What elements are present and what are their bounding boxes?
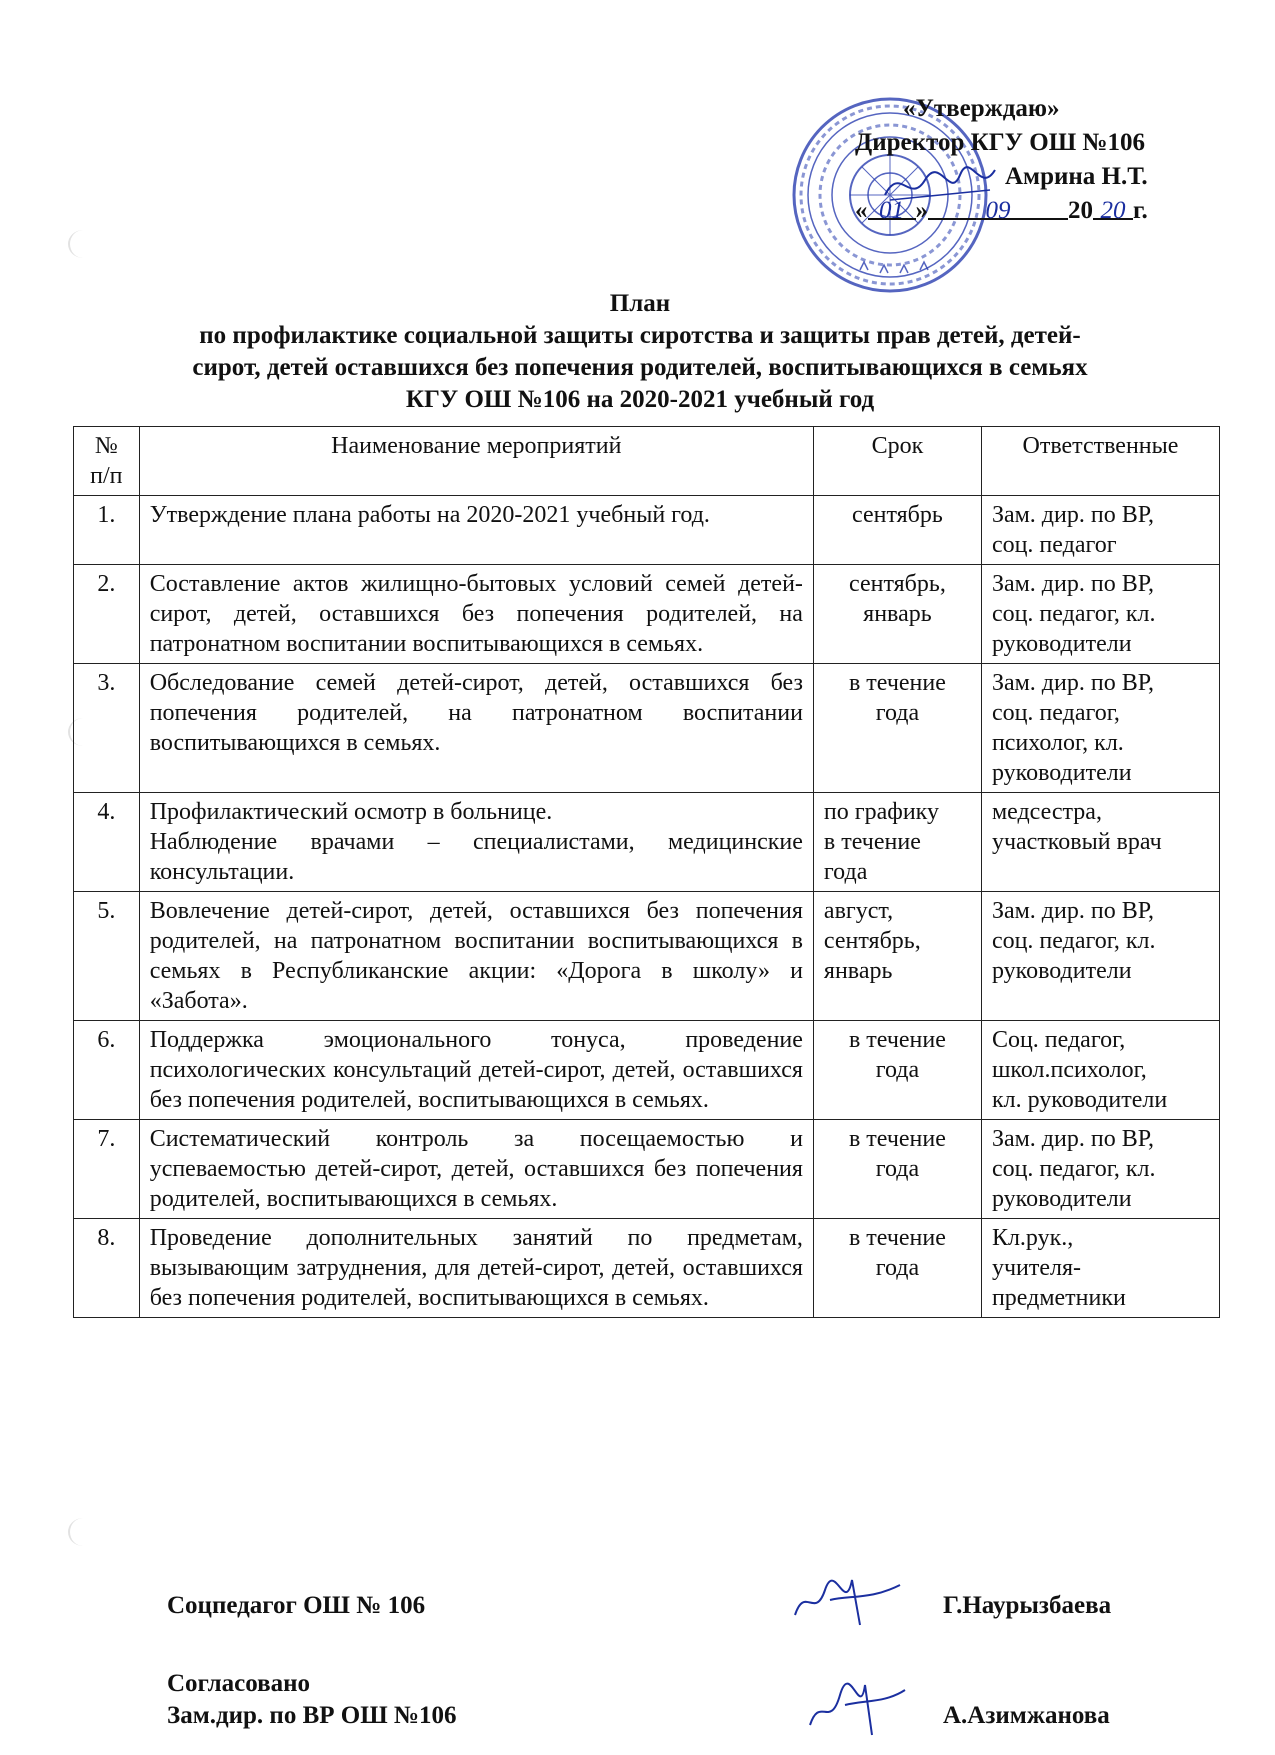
title-line: План (609, 290, 671, 317)
row-term: по графику в течение года (813, 793, 981, 892)
title-line: по профилактике социальной защиты сиротства и защиты прав детей, детей- (199, 322, 1081, 349)
header-term: Срок (813, 427, 981, 496)
table-row (74, 793, 1220, 892)
date-year: 20 (1093, 194, 1133, 220)
row-name: Обследование семей детей-сирот, детей, оставшихся без попечения родителей, на патронатном воспитании воспитывающихся в семьях. (139, 664, 813, 793)
approval-date: « 01 » 09 20 20 г. (855, 194, 1235, 228)
row-num: 5. (74, 892, 140, 1021)
row-resp: Соц. педагог, школ.психолог, кл. руководители (981, 1021, 1219, 1120)
row-term: в течение года (813, 1120, 981, 1219)
scan-mark (68, 1518, 98, 1546)
row-num: 2. (74, 565, 140, 664)
row-resp: медсестра, участковый врач (981, 793, 1219, 892)
header-resp: Ответственные (981, 427, 1219, 496)
row-name: Составление актов жилищно-бытовых условий семей детей-сирот, детей, оставшихся без попечения родителей, на патронатном воспитании воспитывающихся в семьях. (139, 565, 813, 664)
scan-mark (68, 230, 98, 258)
row-resp: Зам. дир. по ВР, соц. педагог (981, 496, 1219, 565)
agreed-label: Согласовано (167, 1670, 311, 1697)
director-signature (880, 160, 1000, 210)
date-month: 09 (928, 194, 1068, 220)
title-line: КГУ ОШ №106 на 2020-2021 учебный год (405, 386, 875, 413)
row-resp: Зам. дир. по ВР, соц. педагог, кл. руководители (981, 1120, 1219, 1219)
row-term: в течение года (813, 664, 981, 793)
row-resp: Зам. дир. по ВР, соц. педагог, кл. руководители (981, 565, 1219, 664)
row-name: Вовлечение детей-сирот, детей, оставшихся без попечения родителей, на патронатном воспитании воспитывающихся в семьях в Республиканские акции: «Дорога в школу» и «Забота». (139, 892, 813, 1021)
deputy-name: А.Азимжанова (943, 1702, 1110, 1729)
row-term: сентябрь, январь (813, 565, 981, 664)
row-num: 4. (74, 793, 140, 892)
header-num: № п/п (74, 427, 140, 496)
approval-director-name: Амрина Н.Т. (1005, 163, 1148, 190)
table-row (74, 664, 1220, 793)
row-resp: Зам. дир. по ВР, соц. педагог, кл. руководители (981, 892, 1219, 1021)
row-term: сентябрь (813, 496, 981, 565)
row-name: Поддержка эмоционального тонуса, проведение психологических консультаций детей-сирот, детей, оставшихся без попечения родителей, воспитывающихся в семьях. (139, 1021, 813, 1120)
deputy-role: Зам.дир. по ВР ОШ №106 (167, 1702, 457, 1729)
header-name: Наименование мероприятий (139, 427, 813, 496)
table-row (74, 892, 1220, 1021)
title-line: сирот, детей оставшихся без попечения родителей, воспитывающихся в семьях (192, 354, 1088, 381)
row-name: Систематический контроль за посещаемостью и успеваемостью детей-сирот, детей, оставшихся без попечения родителей, воспитывающихся в семьях. (139, 1120, 813, 1219)
row-name: Утверждение плана работы на 2020-2021 учебный год. (139, 496, 813, 565)
row-num: 7. (74, 1120, 140, 1219)
row-term: в течение года (813, 1219, 981, 1318)
row-name: Проведение дополнительных занятий по предметам, вызывающим затруднения, для детей-сирот, детей, оставшихся без попечения родителей, воспитывающихся в семьях. (139, 1219, 813, 1318)
row-resp: Кл.рук., учителя- предметники (981, 1219, 1219, 1318)
row-resp: Зам. дир. по ВР, соц. педагог, психолог, кл. руководители (981, 664, 1219, 793)
row-num: 3. (74, 664, 140, 793)
table-row (74, 565, 1220, 664)
socped-role: Соцпедагог ОШ № 106 (167, 1592, 426, 1619)
socped-signature (790, 1565, 910, 1635)
table-row (74, 1120, 1220, 1219)
deputy-signature (800, 1665, 910, 1740)
approval-director: Директор КГУ ОШ №106 (855, 129, 1146, 156)
table-header-row (74, 427, 1220, 496)
table-row (74, 496, 1220, 565)
row-term: в течение года (813, 1021, 981, 1120)
date-day: 01 (868, 194, 916, 220)
row-term: август, сентябрь, январь (813, 892, 981, 1021)
row-num: 8. (74, 1219, 140, 1318)
table-row (74, 1021, 1220, 1120)
approval-heading: «Утверждаю» (903, 95, 1060, 122)
socped-name: Г.Наурызбаева (943, 1592, 1112, 1619)
row-name: Профилактический осмотр в больнице. Наблюдение врачами – специалистами, медицинские консультации. (139, 793, 813, 892)
document-title (60, 288, 1220, 416)
table-row (74, 1219, 1220, 1318)
row-num: 1. (74, 496, 140, 565)
row-num: 6. (74, 1021, 140, 1120)
plan-table (73, 426, 1220, 1318)
